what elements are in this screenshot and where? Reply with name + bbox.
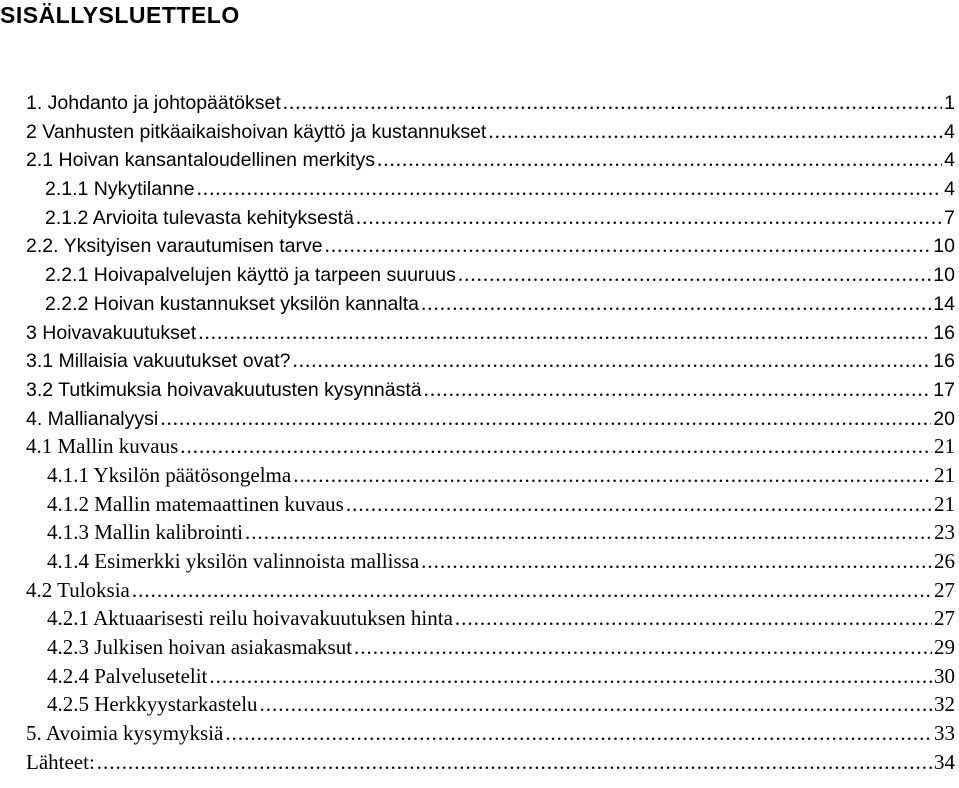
toc-entry-label: 4.2 Tuloksia [26, 577, 130, 602]
toc-entry[interactable] [0, 690, 959, 719]
toc-leader-dots [225, 719, 932, 748]
toc-entry[interactable] [0, 145, 959, 174]
toc-entry-page-number: 27 [934, 577, 955, 602]
toc-leader-dots [260, 690, 932, 719]
toc-leader-dots [458, 260, 931, 289]
toc-leader-dots [292, 346, 931, 375]
toc-leader-dots [283, 88, 942, 117]
toc-entry[interactable] [0, 260, 959, 289]
toc-entry-page-number: 29 [934, 635, 955, 660]
toc-entry[interactable] [0, 461, 959, 490]
toc-entry-label: 1. Johdanto ja johtopäätökset [26, 92, 281, 114]
toc-entry[interactable] [0, 432, 959, 461]
toc-entry[interactable] [0, 662, 959, 691]
toc-leader-dots [245, 518, 932, 547]
toc-entry[interactable] [0, 375, 959, 404]
toc-entry-page-number: 10 [933, 235, 955, 258]
toc-entry-label: 5. Avoimia kysymyksiä [26, 721, 224, 746]
toc-entry-label: Lähteet: [26, 749, 95, 774]
toc-entry-page-number: 21 [934, 491, 955, 516]
toc-entry[interactable] [0, 203, 959, 232]
toc-leader-dots [197, 174, 943, 203]
toc-entry-label: 4.2.5 Herkkyystarkastelu [47, 692, 258, 717]
toc-entry[interactable] [0, 346, 959, 375]
toc-entry-label: 2 Vanhusten pitkäaikaishoivan käyttö ja kustannukset [26, 120, 487, 143]
toc-leader-dots [160, 404, 931, 433]
toc-entry[interactable] [0, 633, 959, 662]
toc-entry-label: 2.2.2 Hoivan kustannukset yksilön kannalta [45, 292, 419, 315]
toc-entry-label: 3.1 Millaisia vakuutukset ovat? [26, 350, 291, 373]
toc-entry-label: 2.2.1 Hoivapalvelujen käyttö ja tarpeen suuruus [45, 264, 456, 287]
toc-entry-page-number: 16 [933, 321, 955, 344]
toc-entry-label: 4.1 Mallin kuvaus [26, 434, 179, 459]
toc-leader-dots [354, 633, 932, 662]
toc-entry-page-number: 17 [933, 378, 955, 401]
toc-entry-page-number: 32 [934, 692, 955, 717]
toc-entry-page-number: 21 [934, 462, 955, 487]
toc-leader-dots [488, 117, 942, 146]
toc-entry-page-number: 21 [934, 434, 955, 459]
toc-leader-dots [325, 231, 932, 260]
toc-entry-page-number: 23 [934, 520, 955, 545]
toc-leader-dots [356, 203, 942, 232]
toc-leader-dots [293, 461, 932, 490]
toc-entry[interactable] [0, 547, 959, 576]
toc-entry-page-number: 1 [944, 92, 955, 114]
toc-leader-dots [421, 289, 931, 318]
toc-leader-dots [455, 604, 932, 633]
toc-entry[interactable] [0, 289, 959, 318]
toc-entry-page-number: 4 [944, 149, 955, 172]
toc-leader-dots [180, 432, 932, 461]
toc-entry-page-number: 7 [944, 206, 955, 229]
table-of-contents [0, 88, 959, 777]
toc-leader-dots [209, 662, 932, 691]
toc-leader-dots [377, 145, 942, 174]
toc-entry[interactable] [0, 404, 959, 433]
toc-entry-label: 4.2.3 Julkisen hoivan asiakasmaksut [47, 635, 353, 660]
toc-entry-page-number: 26 [934, 549, 955, 573]
toc-entry-label: 4.2.4 Palvelusetelit [47, 663, 208, 688]
toc-entry-page-number: 4 [944, 120, 955, 143]
toc-leader-dots [421, 547, 932, 576]
toc-entry[interactable] [0, 174, 959, 203]
toc-entry-page-number: 14 [933, 292, 955, 315]
toc-entry-label: 3.2 Tutkimuksia hoivavakuutusten kysynnästä [26, 378, 422, 401]
toc-entry[interactable] [0, 231, 959, 260]
toc-leader-dots [97, 748, 932, 777]
toc-entry[interactable] [0, 518, 959, 547]
toc-leader-dots [198, 318, 931, 347]
toc-entry-page-number: 10 [933, 264, 955, 287]
toc-leader-dots [424, 375, 932, 404]
toc-entry[interactable] [0, 490, 959, 519]
toc-entry-page-number: 27 [934, 606, 955, 631]
toc-entry-page-number: 4 [944, 178, 955, 201]
toc-entry[interactable] [0, 748, 959, 777]
toc-entry-label: 4.1.3 Mallin kalibrointi [47, 520, 243, 545]
toc-entry-label: 4. Mallianalyysi [26, 407, 159, 430]
toc-entry-label: 2.1 Hoivan kansantaloudellinen merkitys [26, 149, 376, 172]
toc-entry-page-number: 30 [934, 663, 955, 688]
toc-entry-label: 4.2.1 Aktuaarisesti reilu hoivavakuutuksen hinta [47, 606, 453, 631]
toc-entry-label: 2.1.2 Arvioita tulevasta kehityksestä [45, 206, 354, 229]
toc-entry-label: 4.1.2 Mallin matemaattinen kuvaus [47, 491, 344, 516]
toc-leader-dots [346, 490, 932, 519]
toc-entry[interactable] [0, 318, 959, 347]
toc-entry-label: 2.1.1 Nykytilanne [45, 178, 195, 201]
toc-entry-page-number: 16 [933, 350, 955, 373]
toc-entry-page-number: 20 [933, 407, 955, 430]
page-title: SISÄLLYSLUETTELO [0, 2, 240, 28]
toc-entry-page-number: 34 [934, 749, 955, 774]
toc-leader-dots [132, 576, 932, 605]
toc-entry[interactable] [0, 117, 959, 146]
toc-entry-label: 3 Hoivavakuutukset [26, 321, 197, 344]
toc-entry[interactable] [0, 604, 959, 633]
toc-entry-label: 4.1.4 Esimerkki yksilön valinnoista mallissa [47, 549, 420, 573]
toc-entry[interactable] [0, 576, 959, 605]
toc-entry-page-number: 33 [934, 721, 955, 746]
toc-entry-label: 2.2. Yksityisen varautumisen tarve [26, 235, 323, 258]
toc-entry[interactable] [0, 719, 959, 748]
toc-entry-label: 4.1.1 Yksilön päätösongelma [47, 462, 292, 487]
toc-entry[interactable] [0, 88, 959, 117]
